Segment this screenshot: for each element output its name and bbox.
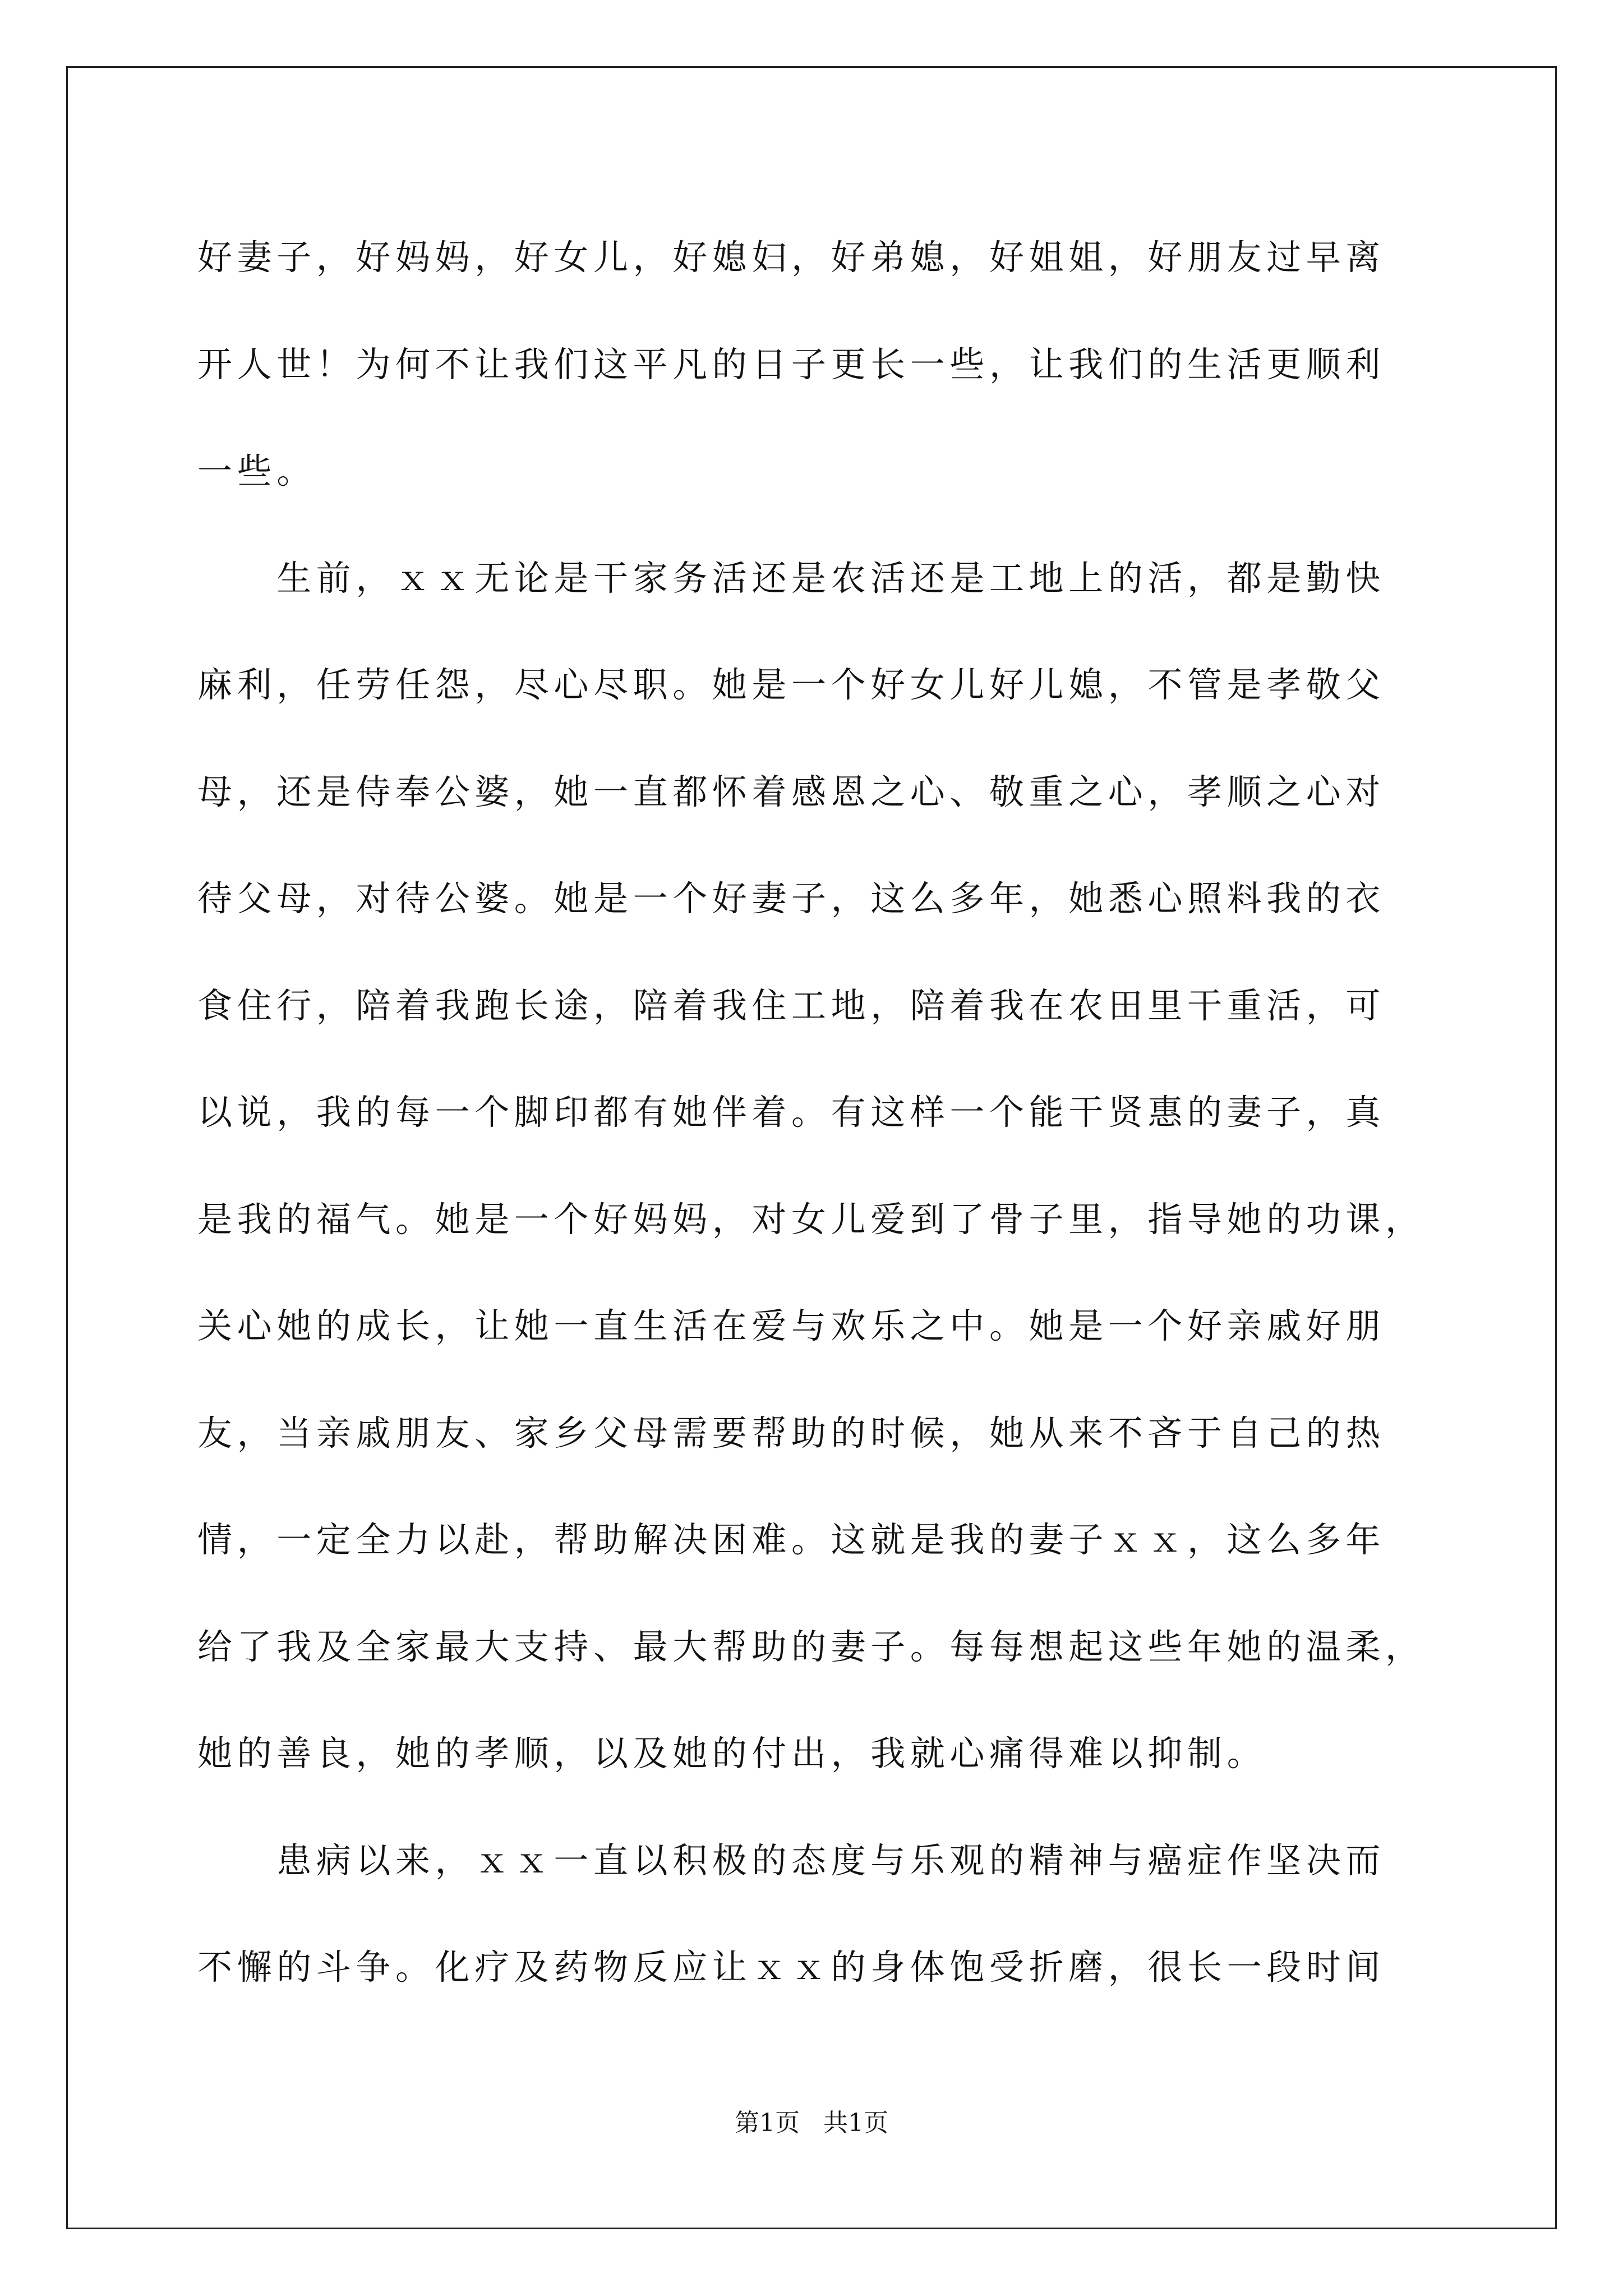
text-line: 以说，我的每一个脚印都有她伴着。有这样一个能干贤惠的妻子，真 — [197, 1092, 1386, 1133]
text-line: 给了我及全家最大支持、最大帮助的妻子。每每想起这些年她的温柔， — [197, 1626, 1425, 1667]
text-line: 患病以来，ｘｘ一直以积极的态度与乐观的精神与癌症作坚决而 — [197, 1839, 1386, 1881]
document-body — [197, 204, 1431, 2021]
text-line: 不懈的斗争。化疗及药物反应让ｘｘ的身体饱受折磨，很长一段时间 — [197, 1947, 1386, 1987]
text-line: 麻利，任劳任怨，尽心尽职。她是一个好女儿好儿媳，不管是孝敬父 — [197, 664, 1386, 705]
text-line: 友，当亲戚朋友、家乡父母需要帮助的时候，她从来不吝于自己的热 — [197, 1412, 1386, 1453]
text-line: 母，还是侍奉公婆，她一直都怀着感恩之心、敬重之心，孝顺之心对 — [197, 771, 1386, 812]
text-line: 是我的福气。她是一个好妈妈，对女儿爱到了骨子里，指导她的功课， — [197, 1198, 1425, 1240]
page-footer: 第1页 共1页 — [735, 2109, 888, 2137]
text-line: 好妻子，好妈妈，好女儿，好媳妇，好弟媳，好姐姐，好朋友过早离 — [197, 237, 1386, 278]
text-line: 开人世！为何不让我们这平凡的日子更长一些，让我们的生活更顺利 — [197, 343, 1386, 385]
text-line: 生前，ｘｘ无论是干家务活还是农活还是工地上的活，都是勤快 — [197, 557, 1386, 599]
text-line: 一些。 — [197, 450, 316, 491]
text-line: 待父母，对待公婆。她是一个好妻子，这么多年，她悉心照料我的衣 — [197, 878, 1386, 919]
text-line: 关心她的成长，让她一直生活在爱与欢乐之中。她是一个好亲戚好朋 — [197, 1305, 1386, 1346]
text-line: 食住行，陪着我跑长途，陪着我住工地，陪着我在农田里干重活，可 — [197, 984, 1386, 1026]
text-line: 情，一定全力以赴，帮助解决困难。这就是我的妻子ｘｘ，这么多年 — [197, 1519, 1386, 1560]
text-line: 她的善良，她的孝顺，以及她的付出，我就心痛得难以抑制。 — [197, 1733, 1267, 1774]
